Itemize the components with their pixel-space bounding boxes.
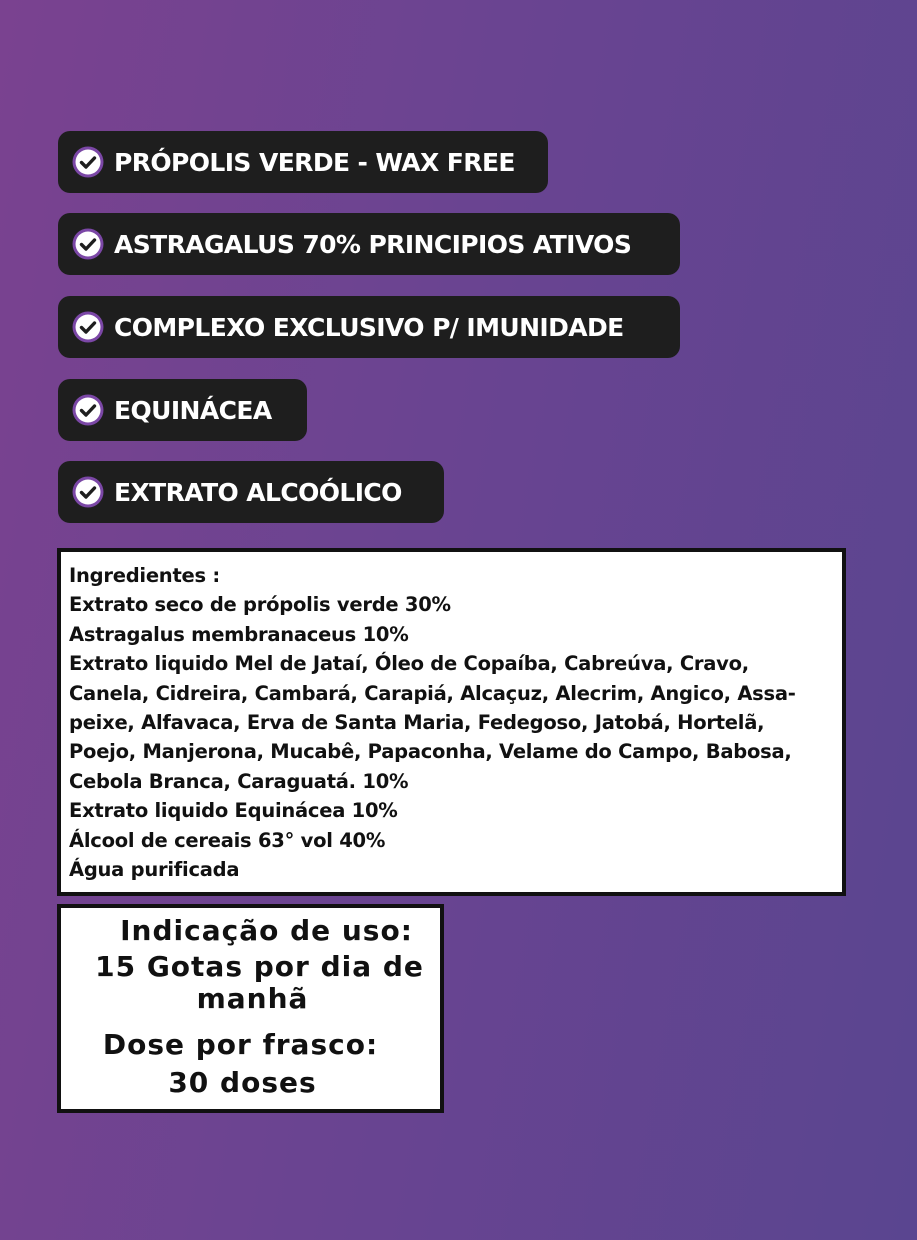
ingredients-heading: Ingredientes : xyxy=(69,564,220,587)
ingredient-line: Água purificada xyxy=(69,858,240,882)
ingredient-line: Cebola Branca, Caraguatá. 10% xyxy=(69,769,409,793)
usage-title: Indicação de uso: xyxy=(120,914,413,947)
check-circle-icon xyxy=(72,394,104,426)
feature-badge-propolis xyxy=(58,131,548,193)
ingredient-line: Extrato liquido Mel de Jataí, Óleo de Copaíba, Cabreúva, Cravo, xyxy=(69,652,749,676)
feature-label: COMPLEXO EXCLUSIVO P/ IMUNIDADE xyxy=(114,312,624,342)
feature-badge-complexo xyxy=(58,296,680,358)
ingredient-line: Álcool de cereais 63° vol 40% xyxy=(69,828,386,852)
usage-box xyxy=(57,904,444,1113)
ingredient-line: Astragalus membranaceus 10% xyxy=(69,622,409,646)
feature-badge-equinacea xyxy=(58,379,307,441)
usage-instruction: 15 Gotas por dia de xyxy=(95,950,424,983)
usage-instruction-cont: manhã xyxy=(196,982,309,1015)
feature-label: PRÓPOLIS VERDE - WAX FREE xyxy=(114,147,515,177)
check-circle-icon xyxy=(72,146,104,178)
ingredient-line: Extrato liquido Equinácea 10% xyxy=(69,799,398,823)
feature-label: EQUINÁCEA xyxy=(114,395,272,425)
dose-title: Dose por frasco: xyxy=(102,1028,379,1061)
dose-value: 30 doses xyxy=(168,1066,317,1099)
feature-label: EXTRATO ALCOÓLICO xyxy=(114,477,402,507)
check-circle-icon xyxy=(72,476,104,508)
feature-badge-astragalus xyxy=(58,213,680,275)
ingredients-box xyxy=(57,548,846,896)
ingredient-line: Extrato seco de própolis verde 30% xyxy=(69,593,451,617)
check-circle-icon xyxy=(72,311,104,343)
ingredient-line: Canela, Cidreira, Cambará, Carapiá, Alcaçuz, Alecrim, Angico, Assa- xyxy=(69,681,796,705)
ingredient-line: Poejo, Manjerona, Mucabê, Papaconha, Velame do Campo, Babosa, xyxy=(69,740,792,764)
ingredient-line: peixe, Alfavaca, Erva de Santa Maria, Fedegoso, Jatobá, Hortelã, xyxy=(69,711,765,735)
feature-badge-extrato xyxy=(58,461,444,523)
feature-label: ASTRAGALUS 70% PRINCIPIOS ATIVOS xyxy=(114,229,632,259)
check-circle-icon xyxy=(72,228,104,260)
